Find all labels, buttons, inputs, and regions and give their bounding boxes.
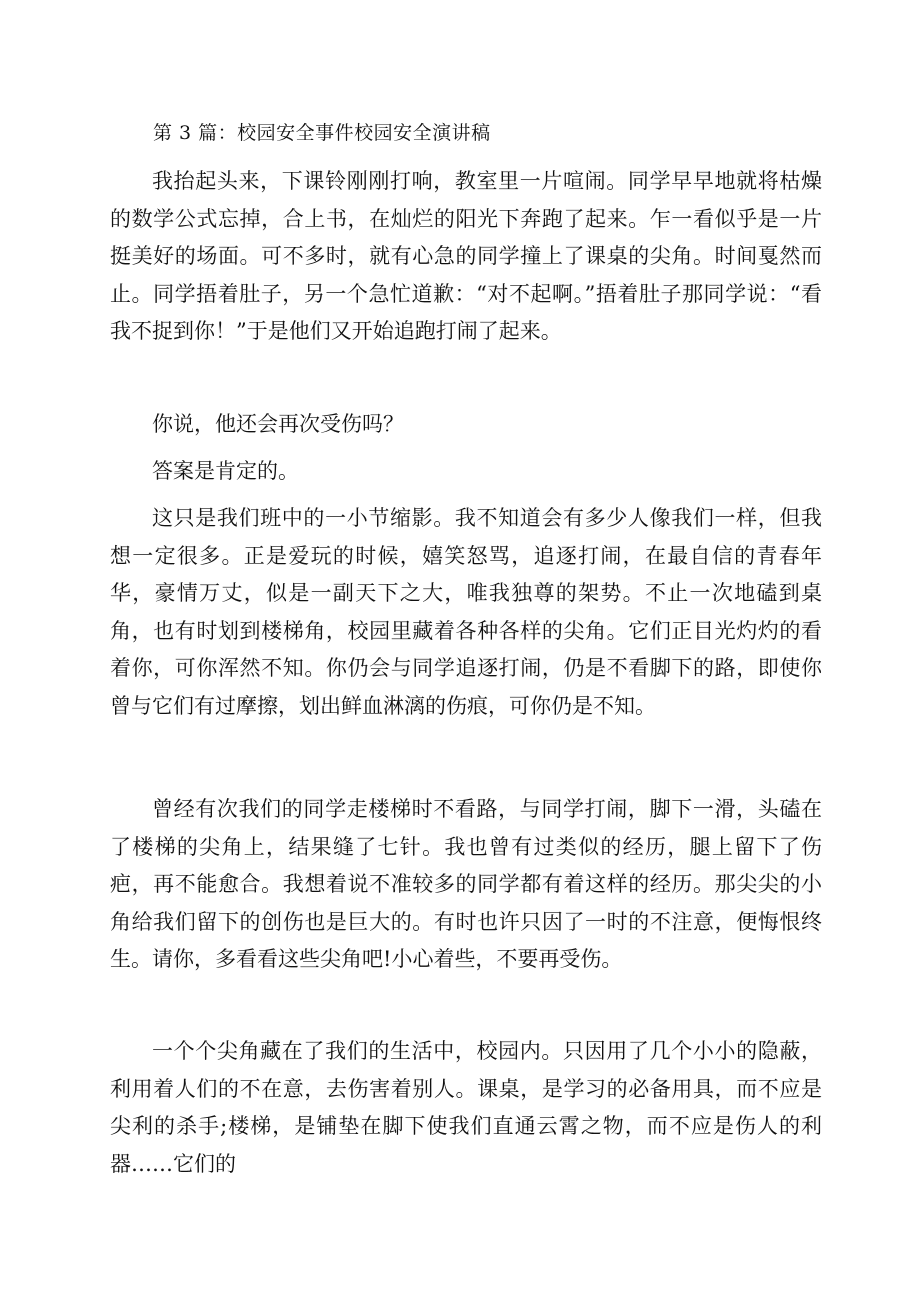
paragraph-1: 我抬起头来，下课铃刚刚打响，教室里一片喧闹。同学早早地就将枯燥的数学公式忘掉，合上书，在灿烂的阳光下奔跑了起来。乍一看似乎是一片挺美好的场面。可不多时，就有心急的同学撞上了课桌的尖角。时间戛然而止。同学捂着肚子，另一个急忙道歉：“对不起啊。”捂着肚子那同学说：“看我不捉到你！”于是他们又开始追跑打闹了起来。 [110, 169, 822, 344]
paragraph-5: 曾经有次我们的同学走楼梯时不看路，与同学打闹，脚下一滑，头磕在了楼梯的尖角上，结果缝了七针。我也曾有过类似的经历，腿上留下了伤疤，再不能愈合。我想着说不准较多的同学都有着这样的经历。那尖尖的小角给我们留下的创伤也是巨大的。有时也许只因了一时的不注意，便悔恨终生。请你，多看看这些尖角吧!小心着些，不要再受伤。 [110, 797, 822, 972]
paragraph-6: 一个个尖角藏在了我们的生活中，校园内。只因用了几个小小的隐蔽，利用着人们的不在意，去伤害着别人。课桌，是学习的必备用具，而不应是尖利的杀手;楼梯，是铺垫在脚下使我们直通云霄之物，而不应是伤人的利器……它们的 [110, 1039, 822, 1176]
paragraph-2: 你说，他还会再次受伤吗？ [152, 412, 404, 436]
paragraph-4: 这只是我们班中的一小节缩影。我不知道会有多少人像我们一样，但我想一定很多。正是爱玩的时候，嬉笑怒骂，追逐打闹，在最自信的青春年华，豪情万丈，似是一副天下之大，唯我独尊的架势。不止一次地磕到桌角，也有时划到楼梯角，校园里藏着各种各样的尖角。它们正目光灼灼的看着你，可你浑然不知。你仍会与同学追逐打闹，仍是不看脚下的路，即使你曾与它们有过摩擦，划出鲜血淋漓的伤痕，可你仍是不知。 [110, 506, 822, 718]
document-title: 第 3 篇：校园安全事件校园安全演讲稿 [153, 122, 491, 144]
paragraph-3: 答案是肯定的。 [152, 459, 299, 483]
